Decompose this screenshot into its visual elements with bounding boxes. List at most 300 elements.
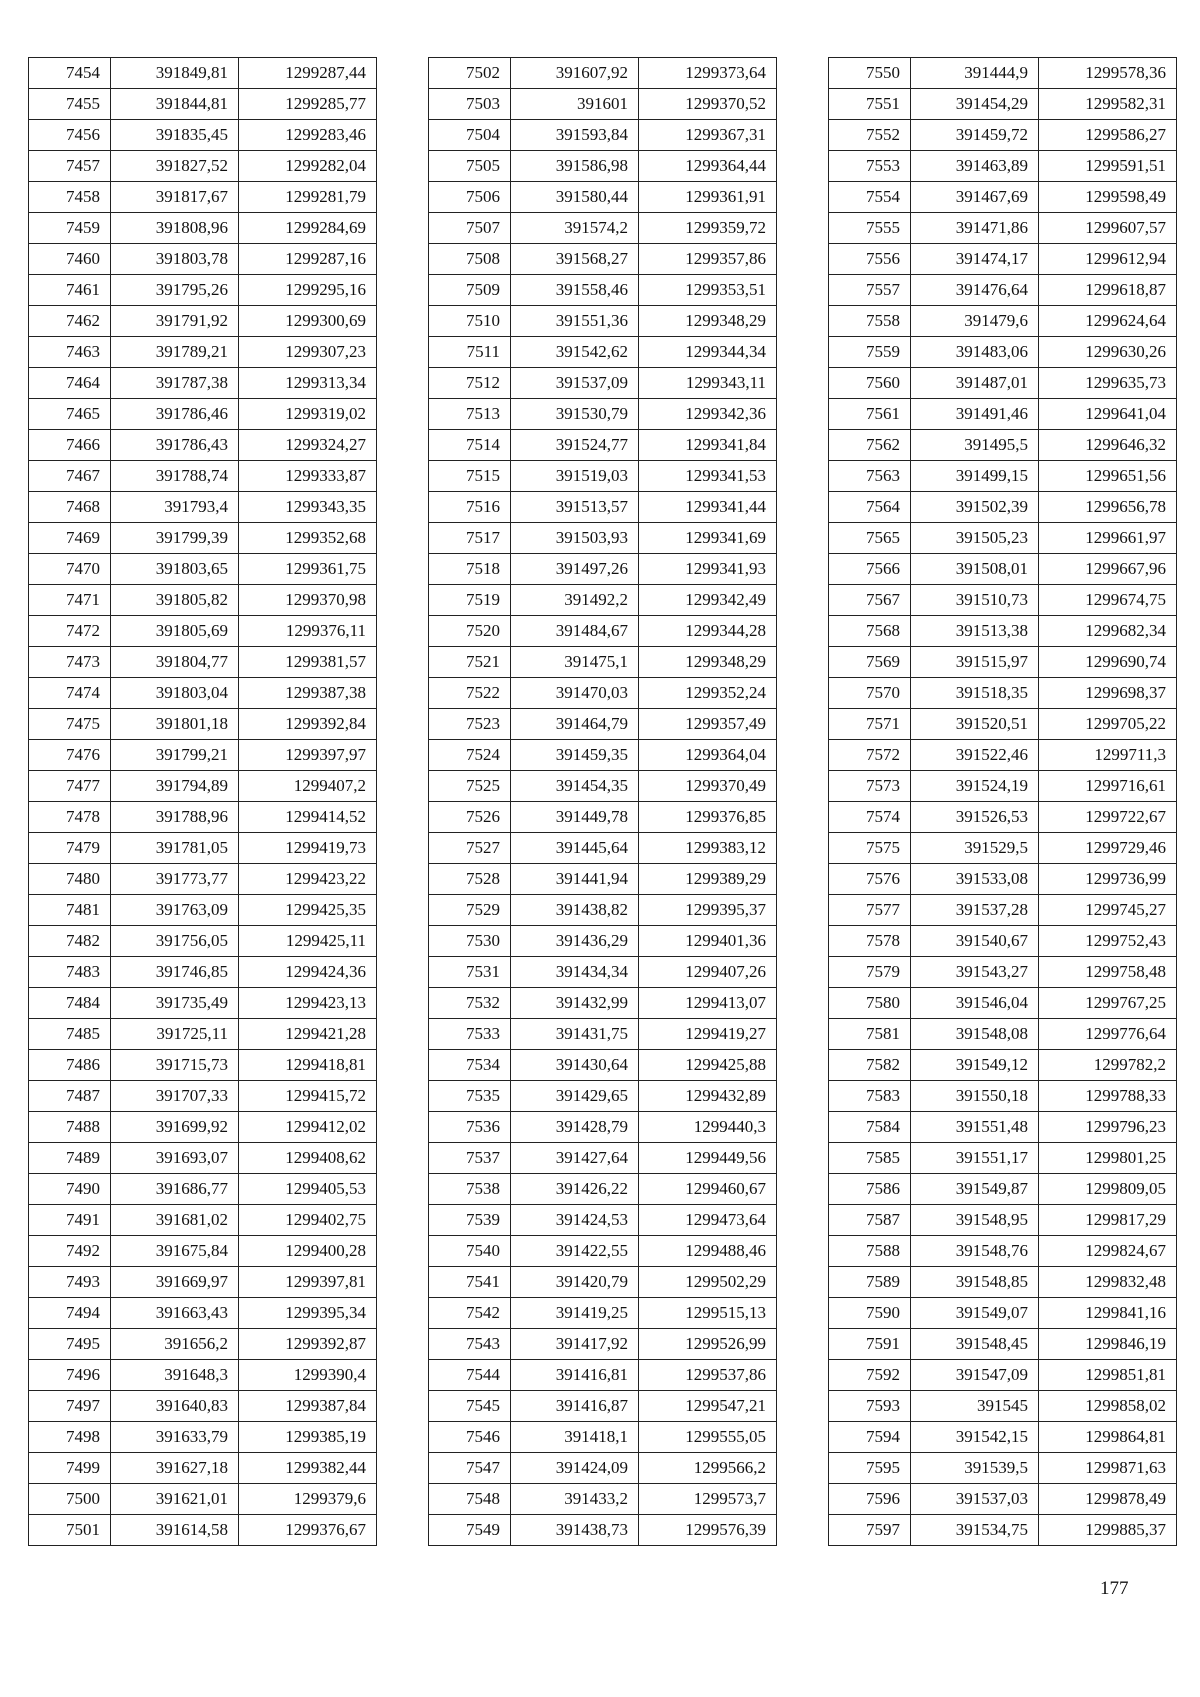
y-coordinate-cell: 1299705,22 [1039,709,1177,740]
point-number-cell: 7594 [829,1422,911,1453]
y-coordinate-cell: 1299817,29 [1039,1205,1177,1236]
x-coordinate-cell: 391827,52 [111,151,239,182]
point-number-cell: 7593 [829,1391,911,1422]
x-coordinate-cell: 391540,67 [911,926,1039,957]
x-coordinate-cell: 391430,64 [511,1050,639,1081]
y-coordinate-cell: 1299576,39 [639,1515,777,1546]
y-coordinate-cell: 1299419,27 [639,1019,777,1050]
y-coordinate-cell: 1299348,29 [639,647,777,678]
y-coordinate-cell: 1299342,36 [639,399,777,430]
point-number-cell: 7474 [29,678,111,709]
x-coordinate-cell: 391537,28 [911,895,1039,926]
table-row [29,213,377,244]
table-row [829,1298,1177,1329]
table-row [29,461,377,492]
y-coordinate-cell: 1299809,05 [1039,1174,1177,1205]
point-number-cell: 7494 [29,1298,111,1329]
point-number-cell: 7484 [29,988,111,1019]
point-number-cell: 7591 [829,1329,911,1360]
y-coordinate-cell: 1299376,67 [239,1515,377,1546]
point-number-cell: 7581 [829,1019,911,1050]
point-number-cell: 7461 [29,275,111,306]
y-coordinate-cell: 1299473,64 [639,1205,777,1236]
x-coordinate-cell: 391663,43 [111,1298,239,1329]
table-row [29,1143,377,1174]
table-row [829,926,1177,957]
table-row [29,368,377,399]
x-coordinate-cell: 391454,29 [911,89,1039,120]
point-number-cell: 7462 [29,306,111,337]
table-row [429,523,777,554]
table-row [29,740,377,771]
x-coordinate-cell: 391607,92 [511,58,639,89]
y-coordinate-cell: 1299419,73 [239,833,377,864]
x-coordinate-cell: 391568,27 [511,244,639,275]
y-coordinate-cell: 1299284,69 [239,213,377,244]
y-coordinate-cell: 1299359,72 [639,213,777,244]
table-row [29,1050,377,1081]
point-number-cell: 7530 [429,926,511,957]
y-coordinate-cell: 1299716,61 [1039,771,1177,802]
table-row [429,89,777,120]
x-coordinate-cell: 391459,72 [911,120,1039,151]
table-row [29,399,377,430]
table-row [29,802,377,833]
point-number-cell: 7557 [829,275,911,306]
point-number-cell: 7539 [429,1205,511,1236]
x-coordinate-cell: 391505,23 [911,523,1039,554]
point-number-cell: 7586 [829,1174,911,1205]
y-coordinate-cell: 1299832,48 [1039,1267,1177,1298]
y-coordinate-cell: 1299537,86 [639,1360,777,1391]
y-coordinate-cell: 1299864,81 [1039,1422,1177,1453]
point-number-cell: 7485 [29,1019,111,1050]
table-row [429,58,777,89]
table-row [29,337,377,368]
y-coordinate-cell: 1299361,91 [639,182,777,213]
point-number-cell: 7516 [429,492,511,523]
y-coordinate-cell: 1299824,67 [1039,1236,1177,1267]
y-coordinate-cell: 1299324,27 [239,430,377,461]
y-coordinate-cell: 1299344,28 [639,616,777,647]
point-number-cell: 7505 [429,151,511,182]
y-coordinate-cell: 1299397,81 [239,1267,377,1298]
y-coordinate-cell: 1299397,97 [239,740,377,771]
y-coordinate-cell: 1299612,94 [1039,244,1177,275]
y-coordinate-cell: 1299319,02 [239,399,377,430]
table-row [829,1019,1177,1050]
x-coordinate-cell: 391614,58 [111,1515,239,1546]
y-coordinate-cell: 1299711,3 [1039,740,1177,771]
x-coordinate-cell: 391786,46 [111,399,239,430]
point-number-cell: 7466 [29,430,111,461]
y-coordinate-cell: 1299635,73 [1039,368,1177,399]
y-coordinate-cell: 1299885,37 [1039,1515,1177,1546]
y-coordinate-cell: 1299287,16 [239,244,377,275]
x-coordinate-cell: 391551,17 [911,1143,1039,1174]
y-coordinate-cell: 1299722,67 [1039,802,1177,833]
table-row [429,337,777,368]
y-coordinate-cell: 1299370,52 [639,89,777,120]
table-row [829,523,1177,554]
y-coordinate-cell: 1299782,2 [1039,1050,1177,1081]
x-coordinate-cell: 391803,78 [111,244,239,275]
table-row [29,1453,377,1484]
table-row [429,1081,777,1112]
x-coordinate-cell: 391495,5 [911,430,1039,461]
y-coordinate-cell: 1299341,69 [639,523,777,554]
y-coordinate-cell: 1299348,29 [639,306,777,337]
y-coordinate-cell: 1299566,2 [639,1453,777,1484]
x-coordinate-cell: 391449,78 [511,802,639,833]
y-coordinate-cell: 1299413,07 [639,988,777,1019]
x-coordinate-cell: 391648,3 [111,1360,239,1391]
y-coordinate-cell: 1299424,36 [239,957,377,988]
point-number-cell: 7597 [829,1515,911,1546]
table-row [29,1329,377,1360]
y-coordinate-cell: 1299395,34 [239,1298,377,1329]
y-coordinate-cell: 1299373,64 [639,58,777,89]
point-number-cell: 7476 [29,740,111,771]
y-coordinate-cell: 1299307,23 [239,337,377,368]
table-row [429,1267,777,1298]
y-coordinate-cell: 1299796,23 [1039,1112,1177,1143]
x-coordinate-cell: 391799,21 [111,740,239,771]
x-coordinate-cell: 391786,43 [111,430,239,461]
table-row [829,895,1177,926]
table-row [429,771,777,802]
y-coordinate-cell: 1299283,46 [239,120,377,151]
x-coordinate-cell: 391773,77 [111,864,239,895]
y-coordinate-cell: 1299607,57 [1039,213,1177,244]
table-row [429,1298,777,1329]
table-row [829,1143,1177,1174]
table-row [429,709,777,740]
table-row [29,523,377,554]
table-row [29,647,377,678]
point-number-cell: 7465 [29,399,111,430]
point-number-cell: 7566 [829,554,911,585]
y-coordinate-cell: 1299555,05 [639,1422,777,1453]
point-number-cell: 7468 [29,492,111,523]
table-row [429,399,777,430]
point-number-cell: 7572 [829,740,911,771]
y-coordinate-cell: 1299341,53 [639,461,777,492]
y-coordinate-cell: 1299357,86 [639,244,777,275]
point-number-cell: 7477 [29,771,111,802]
y-coordinate-cell: 1299502,29 [639,1267,777,1298]
y-coordinate-cell: 1299352,68 [239,523,377,554]
x-coordinate-cell: 391788,96 [111,802,239,833]
x-coordinate-cell: 391793,4 [111,492,239,523]
point-number-cell: 7481 [29,895,111,926]
table-row [829,120,1177,151]
table-row [29,1236,377,1267]
point-number-cell: 7540 [429,1236,511,1267]
x-coordinate-cell: 391548,85 [911,1267,1039,1298]
point-number-cell: 7488 [29,1112,111,1143]
point-number-cell: 7574 [829,802,911,833]
y-coordinate-cell: 1299357,49 [639,709,777,740]
table-row [829,833,1177,864]
point-number-cell: 7472 [29,616,111,647]
y-coordinate-cell: 1299624,64 [1039,306,1177,337]
x-coordinate-cell: 391524,77 [511,430,639,461]
y-coordinate-cell: 1299526,99 [639,1329,777,1360]
point-number-cell: 7454 [29,58,111,89]
table-row [829,244,1177,275]
table-row [29,1267,377,1298]
y-coordinate-cell: 1299425,88 [639,1050,777,1081]
point-number-cell: 7524 [429,740,511,771]
x-coordinate-cell: 391520,51 [911,709,1039,740]
y-coordinate-cell: 1299281,79 [239,182,377,213]
y-coordinate-cell: 1299383,12 [639,833,777,864]
x-coordinate-cell: 391548,08 [911,1019,1039,1050]
x-coordinate-cell: 391428,79 [511,1112,639,1143]
table-row [829,1112,1177,1143]
y-coordinate-cell: 1299752,43 [1039,926,1177,957]
table-row [429,1453,777,1484]
point-number-cell: 7527 [429,833,511,864]
table-row [829,430,1177,461]
table-row [829,306,1177,337]
point-number-cell: 7500 [29,1484,111,1515]
x-coordinate-cell: 391794,89 [111,771,239,802]
x-coordinate-cell: 391746,85 [111,957,239,988]
x-coordinate-cell: 391513,57 [511,492,639,523]
x-coordinate-cell: 391788,74 [111,461,239,492]
table-row [429,647,777,678]
y-coordinate-cell: 1299387,38 [239,678,377,709]
point-number-cell: 7580 [829,988,911,1019]
x-coordinate-cell: 391424,53 [511,1205,639,1236]
y-coordinate-cell: 1299343,11 [639,368,777,399]
table-row [429,957,777,988]
table-row [29,1360,377,1391]
y-coordinate-cell: 1299758,48 [1039,957,1177,988]
x-coordinate-cell: 391789,21 [111,337,239,368]
point-number-cell: 7590 [829,1298,911,1329]
table-row [29,120,377,151]
x-coordinate-cell: 391699,92 [111,1112,239,1143]
y-coordinate-cell: 1299418,81 [239,1050,377,1081]
x-coordinate-cell: 391417,92 [511,1329,639,1360]
x-coordinate-cell: 391681,02 [111,1205,239,1236]
table-row [429,1112,777,1143]
x-coordinate-cell: 391558,46 [511,275,639,306]
point-number-cell: 7463 [29,337,111,368]
point-number-cell: 7543 [429,1329,511,1360]
y-coordinate-cell: 1299341,93 [639,554,777,585]
y-coordinate-cell: 1299395,37 [639,895,777,926]
point-number-cell: 7520 [429,616,511,647]
point-number-cell: 7549 [429,1515,511,1546]
table-row [829,1391,1177,1422]
table-row [29,554,377,585]
point-number-cell: 7483 [29,957,111,988]
table-row [29,957,377,988]
table-row [429,1050,777,1081]
x-coordinate-cell: 391542,62 [511,337,639,368]
point-number-cell: 7504 [429,120,511,151]
point-number-cell: 7526 [429,802,511,833]
x-coordinate-cell: 391534,75 [911,1515,1039,1546]
table-row [829,399,1177,430]
table-row [29,151,377,182]
table-row [429,926,777,957]
table-row [429,833,777,864]
x-coordinate-cell: 391844,81 [111,89,239,120]
point-number-cell: 7589 [829,1267,911,1298]
x-coordinate-cell: 391550,18 [911,1081,1039,1112]
table-row [829,802,1177,833]
point-number-cell: 7564 [829,492,911,523]
y-coordinate-cell: 1299871,63 [1039,1453,1177,1484]
y-coordinate-cell: 1299656,78 [1039,492,1177,523]
point-number-cell: 7565 [829,523,911,554]
point-number-cell: 7490 [29,1174,111,1205]
table-row [829,709,1177,740]
point-number-cell: 7569 [829,647,911,678]
table-row [29,430,377,461]
table-row [829,554,1177,585]
point-number-cell: 7508 [429,244,511,275]
table-row [829,864,1177,895]
point-number-cell: 7573 [829,771,911,802]
y-coordinate-cell: 1299425,11 [239,926,377,957]
point-number-cell: 7548 [429,1484,511,1515]
y-coordinate-cell: 1299841,16 [1039,1298,1177,1329]
x-coordinate-cell: 391548,95 [911,1205,1039,1236]
y-coordinate-cell: 1299367,31 [639,120,777,151]
x-coordinate-cell: 391551,48 [911,1112,1039,1143]
table-row [429,120,777,151]
x-coordinate-cell: 391707,33 [111,1081,239,1112]
x-coordinate-cell: 391459,35 [511,740,639,771]
y-coordinate-cell: 1299667,96 [1039,554,1177,585]
table-row [29,709,377,740]
x-coordinate-cell: 391524,19 [911,771,1039,802]
x-coordinate-cell: 391474,17 [911,244,1039,275]
point-number-cell: 7545 [429,1391,511,1422]
y-coordinate-cell: 1299801,25 [1039,1143,1177,1174]
y-coordinate-cell: 1299361,75 [239,554,377,585]
table-row [29,244,377,275]
point-number-cell: 7550 [829,58,911,89]
y-coordinate-cell: 1299287,44 [239,58,377,89]
point-number-cell: 7496 [29,1360,111,1391]
y-coordinate-cell: 1299295,16 [239,275,377,306]
point-number-cell: 7515 [429,461,511,492]
y-coordinate-cell: 1299851,81 [1039,1360,1177,1391]
table-row [429,1360,777,1391]
x-coordinate-cell: 391454,35 [511,771,639,802]
table-row [29,58,377,89]
point-number-cell: 7563 [829,461,911,492]
point-number-cell: 7582 [829,1050,911,1081]
point-number-cell: 7507 [429,213,511,244]
point-number-cell: 7554 [829,182,911,213]
y-coordinate-cell: 1299651,56 [1039,461,1177,492]
y-coordinate-cell: 1299878,49 [1039,1484,1177,1515]
y-coordinate-cell: 1299376,85 [639,802,777,833]
x-coordinate-cell: 391502,39 [911,492,1039,523]
x-coordinate-cell: 391817,67 [111,182,239,213]
x-coordinate-cell: 391479,6 [911,306,1039,337]
table-row [29,1484,377,1515]
point-number-cell: 7497 [29,1391,111,1422]
y-coordinate-cell: 1299342,49 [639,585,777,616]
point-number-cell: 7561 [829,399,911,430]
point-number-cell: 7513 [429,399,511,430]
x-coordinate-cell: 391715,73 [111,1050,239,1081]
x-coordinate-cell: 391416,87 [511,1391,639,1422]
table-row [829,988,1177,1019]
x-coordinate-cell: 391510,73 [911,585,1039,616]
y-coordinate-cell: 1299343,35 [239,492,377,523]
y-coordinate-cell: 1299582,31 [1039,89,1177,120]
table-row [829,1174,1177,1205]
table-row [829,1236,1177,1267]
point-number-cell: 7509 [429,275,511,306]
table-row [429,1143,777,1174]
table-row [429,740,777,771]
y-coordinate-cell: 1299401,36 [639,926,777,957]
table-row [429,461,777,492]
table-row [829,647,1177,678]
table-row [829,151,1177,182]
table-row [429,213,777,244]
x-coordinate-cell: 391487,01 [911,368,1039,399]
y-coordinate-cell: 1299460,67 [639,1174,777,1205]
point-number-cell: 7512 [429,368,511,399]
point-number-cell: 7547 [429,1453,511,1484]
point-number-cell: 7542 [429,1298,511,1329]
x-coordinate-cell: 391416,81 [511,1360,639,1391]
point-number-cell: 7511 [429,337,511,368]
x-coordinate-cell: 391526,53 [911,802,1039,833]
y-coordinate-cell: 1299578,36 [1039,58,1177,89]
point-number-cell: 7546 [429,1422,511,1453]
y-coordinate-cell: 1299412,02 [239,1112,377,1143]
table-row [29,1019,377,1050]
point-number-cell: 7592 [829,1360,911,1391]
y-coordinate-cell: 1299858,02 [1039,1391,1177,1422]
x-coordinate-cell: 391492,2 [511,585,639,616]
table-row [829,1081,1177,1112]
point-number-cell: 7455 [29,89,111,120]
y-coordinate-cell: 1299382,44 [239,1453,377,1484]
point-number-cell: 7544 [429,1360,511,1391]
table-row [429,678,777,709]
x-coordinate-cell: 391574,2 [511,213,639,244]
x-coordinate-cell: 391436,29 [511,926,639,957]
table-row [29,833,377,864]
y-coordinate-cell: 1299364,04 [639,740,777,771]
point-number-cell: 7528 [429,864,511,895]
point-number-cell: 7492 [29,1236,111,1267]
x-coordinate-cell: 391542,15 [911,1422,1039,1453]
point-number-cell: 7518 [429,554,511,585]
x-coordinate-cell: 391791,92 [111,306,239,337]
point-number-cell: 7479 [29,833,111,864]
x-coordinate-cell: 391537,09 [511,368,639,399]
y-coordinate-cell: 1299414,52 [239,802,377,833]
x-coordinate-cell: 391441,94 [511,864,639,895]
y-coordinate-cell: 1299736,99 [1039,864,1177,895]
point-number-cell: 7578 [829,926,911,957]
